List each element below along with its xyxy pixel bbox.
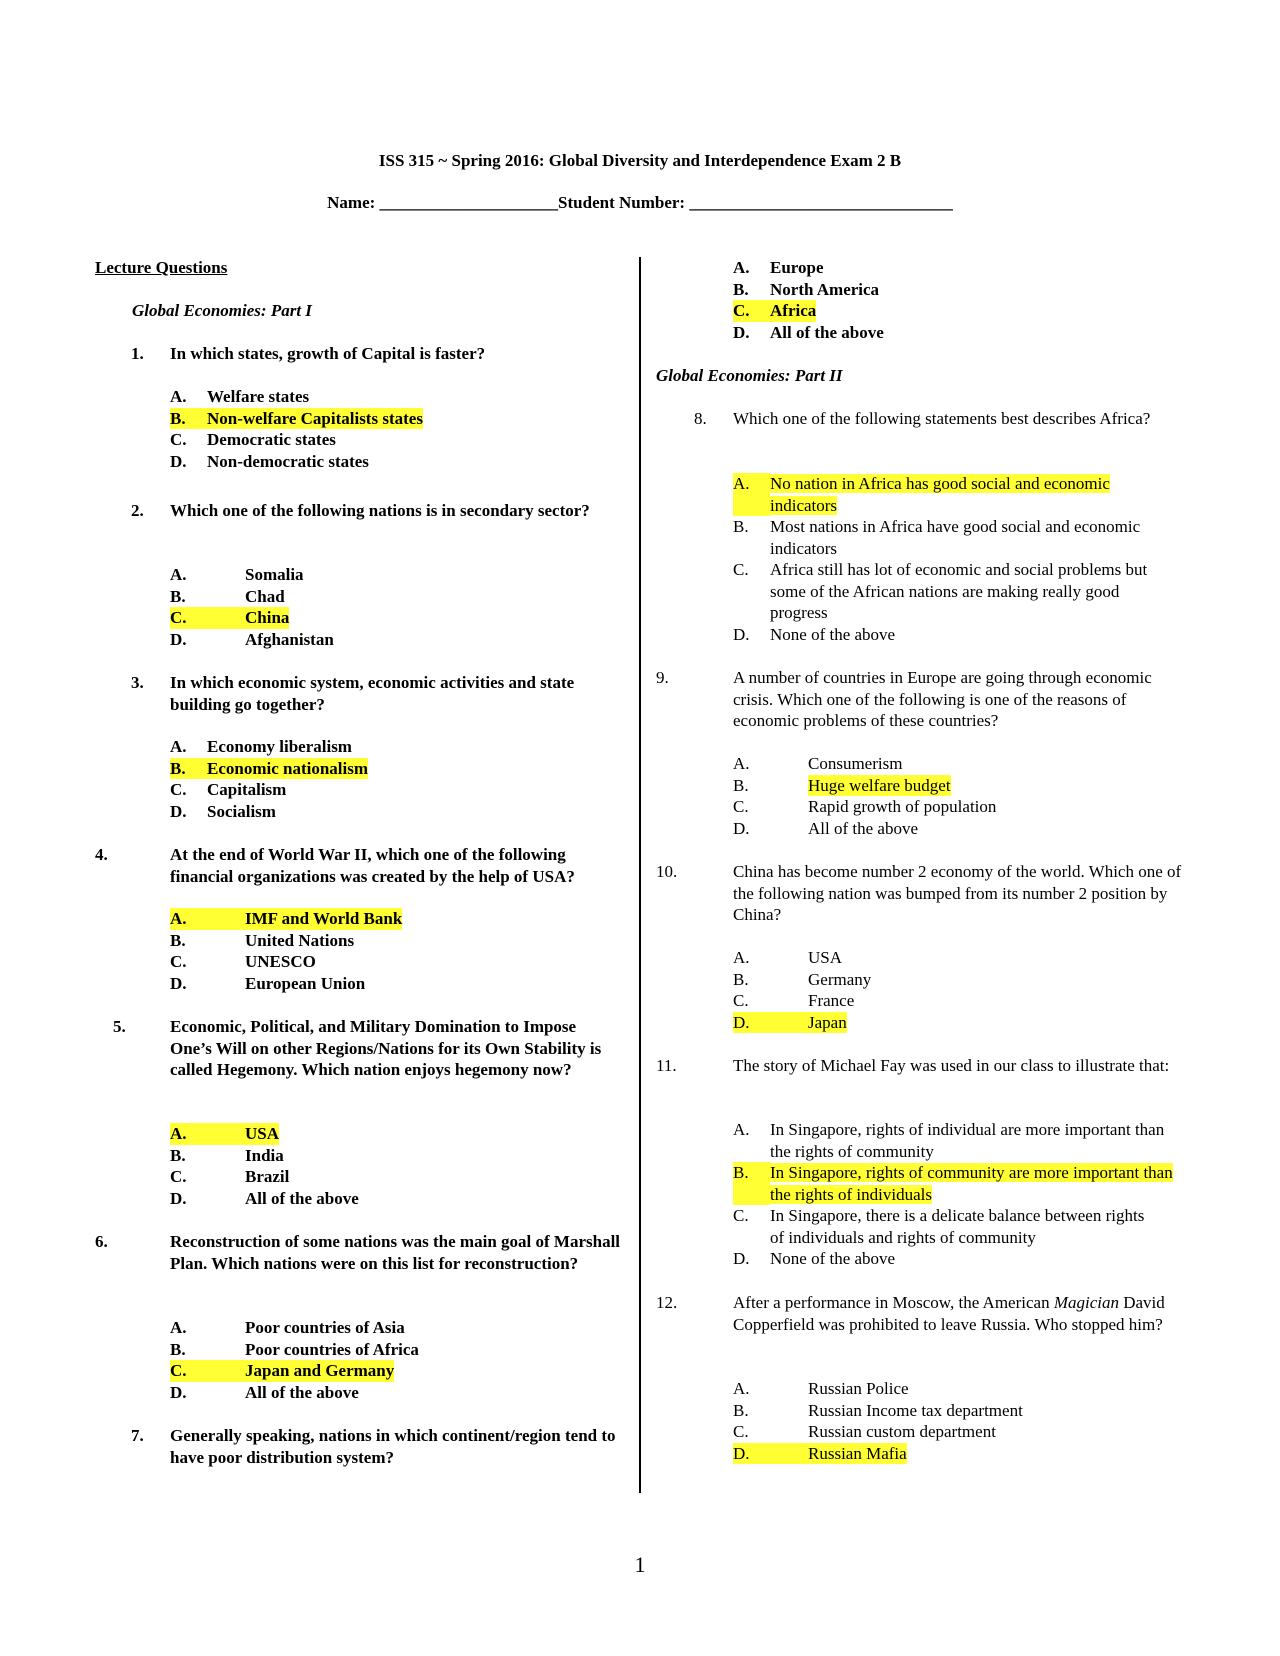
- question-12-number: 12.: [656, 1293, 678, 1312]
- option-text: Capitalism: [207, 780, 287, 799]
- option-row: [733, 559, 1188, 624]
- option-row-answer: [733, 1443, 1023, 1465]
- option-row: [733, 1400, 1023, 1422]
- question-5-options: [170, 1123, 359, 1209]
- option-row-answer: [733, 1162, 1188, 1205]
- option-text: Democratic states: [207, 430, 336, 449]
- subsection-heading-part-2: Global Economies: Part II: [656, 366, 843, 385]
- option-letter: B.: [733, 517, 749, 536]
- exam-title: ISS 315 ~ Spring 2016: Global Diversity and Interdependence Exam 2 B: [378, 151, 902, 170]
- option-letter: A.: [170, 1318, 187, 1337]
- option-row: [170, 386, 423, 408]
- answer-highlight: [170, 758, 368, 780]
- option-text: Africa: [770, 301, 817, 320]
- option-text: In Singapore, there is a delicate balance between rights of individuals and rights of community: [770, 1206, 1145, 1247]
- option-row: [733, 818, 996, 840]
- question-12-text-italic: Magician: [1053, 1293, 1119, 1312]
- question-12-text: [733, 1292, 1183, 1335]
- section-heading: Lecture Questions: [95, 258, 228, 277]
- option-text: Economic nationalism: [207, 758, 369, 778]
- option-row-answer: [170, 1360, 419, 1382]
- option-letter: D.: [733, 818, 750, 838]
- option-letter: C.: [733, 560, 749, 579]
- option-row: [733, 990, 871, 1012]
- option-row-answer: [733, 473, 1188, 516]
- option-text: Somalia: [245, 565, 304, 584]
- option-letter: C.: [733, 1422, 749, 1441]
- option-letter: B.: [733, 279, 749, 299]
- option-letter: B.: [170, 1339, 186, 1359]
- question-9-number: 9.: [656, 668, 669, 687]
- question-9-text: A number of countries in Europe are going through economic crisis. Which one of the following is one of the reasons of economic problems of these countries?: [733, 668, 1152, 730]
- option-text: European Union: [245, 973, 366, 993]
- option-letter: C.: [170, 780, 187, 799]
- page-number: 1: [634, 1552, 646, 1577]
- question-1-text: In which states, growth of Capital is faster?: [170, 344, 486, 363]
- option-text: Economy liberalism: [207, 737, 352, 756]
- option-row: [733, 1119, 1188, 1162]
- option-text: Russian Police: [808, 1379, 909, 1398]
- option-row: [170, 1339, 419, 1361]
- option-letter: C.: [733, 301, 750, 320]
- option-row: [170, 1145, 359, 1167]
- option-letter: C.: [733, 1206, 749, 1225]
- option-row: [170, 564, 334, 586]
- option-text: Poor countries of Africa: [245, 1339, 419, 1359]
- option-text: All of the above: [245, 1188, 359, 1208]
- option-letter: B.: [733, 775, 749, 795]
- option-text: Socialism: [207, 801, 276, 821]
- option-row: [733, 753, 996, 775]
- option-letter: C.: [170, 1167, 187, 1186]
- option-letter: C.: [170, 430, 187, 449]
- option-letter: A.: [170, 1124, 187, 1143]
- question-4-options: [170, 908, 402, 994]
- option-row: [170, 1382, 419, 1404]
- option-text: Non-welfare Capitalists states: [207, 408, 423, 428]
- option-letter: A.: [733, 473, 770, 516]
- option-text: Japan: [808, 1012, 847, 1032]
- option-row: [170, 1317, 419, 1339]
- option-text: None of the above: [770, 1249, 896, 1268]
- option-letter: A.: [733, 1379, 750, 1398]
- question-8-options: [733, 473, 1188, 645]
- option-row-answer: [170, 1123, 359, 1145]
- option-letter: D.: [733, 1249, 750, 1268]
- option-text: [770, 1162, 1188, 1205]
- answer-highlight: [733, 1012, 847, 1034]
- answer-highlight: [733, 300, 816, 322]
- question-7-text: Generally speaking, nations in which continent/region tend to have poor distribution system?: [170, 1426, 616, 1467]
- option-row-answer: [733, 775, 996, 797]
- answer-highlight: [170, 1360, 394, 1382]
- option-row-answer: [170, 908, 402, 930]
- option-text: Most nations in Africa have good social and economic indicators: [770, 517, 1141, 558]
- option-letter: A.: [733, 948, 750, 967]
- option-letter: B.: [170, 930, 186, 950]
- answer-highlight: [733, 1443, 907, 1465]
- question-11-number: 11.: [656, 1056, 677, 1075]
- answer-highlight: Huge welfare budget: [808, 775, 951, 795]
- question-6-number: 6.: [95, 1232, 108, 1251]
- option-text: Russian Income tax department: [808, 1400, 1023, 1420]
- option-text: Afghanistan: [245, 629, 334, 649]
- column-divider: [639, 257, 641, 1493]
- option-row: [733, 947, 871, 969]
- option-letter: D.: [170, 1382, 187, 1402]
- option-text: France: [808, 991, 855, 1010]
- option-row-answer: [170, 408, 423, 430]
- option-text: All of the above: [245, 1382, 359, 1402]
- option-row: [170, 779, 368, 801]
- option-row: [733, 257, 884, 279]
- option-text: India: [245, 1145, 284, 1165]
- option-text: UNESCO: [245, 952, 316, 971]
- subsection-heading-part-1: Global Economies: Part I: [132, 301, 312, 320]
- option-text: United Nations: [245, 930, 355, 950]
- question-5-text: Economic, Political, and Military Domination to Impose One’s Will on other Regions/Nations for its Own Stability is called Hegemony. Which nation enjoys hegemony now?: [170, 1017, 602, 1079]
- option-letter: D.: [170, 629, 187, 649]
- option-letter: C.: [733, 991, 749, 1010]
- option-text: [770, 473, 1170, 516]
- question-10-options: [733, 947, 871, 1033]
- option-letter: B.: [170, 586, 186, 606]
- option-row: [733, 1248, 1188, 1270]
- option-letter: B.: [170, 1145, 186, 1165]
- option-text: Africa still has lot of economic and social problems but some of the African nations are making really good progress: [770, 560, 1148, 622]
- option-text: Europe: [770, 258, 824, 277]
- option-row: [170, 736, 368, 758]
- option-row: [733, 1205, 1188, 1248]
- option-letter: B.: [170, 758, 186, 778]
- question-1-number: 1.: [131, 344, 144, 363]
- question-3-options: [170, 736, 368, 822]
- option-text: Rapid growth of population: [808, 797, 997, 816]
- option-text: Non-democratic states: [207, 451, 369, 471]
- question-10-text: China has become number 2 economy of the world. Which one of the following nation was bumped from its number 2 position by China?: [733, 862, 1182, 924]
- option-text: Russian custom department: [808, 1422, 996, 1441]
- option-letter: B.: [170, 408, 186, 428]
- option-text: USA: [245, 1124, 280, 1143]
- name-student-number-line: Name: _____________________Student Number: _______________________________: [327, 193, 953, 212]
- option-text: Consumerism: [808, 754, 903, 773]
- question-10-number: 10.: [656, 862, 678, 881]
- option-letter: D.: [170, 973, 187, 993]
- option-letter: D.: [733, 1443, 750, 1463]
- question-2-text: Which one of the following nations is in secondary sector?: [170, 501, 590, 520]
- option-row-answer: [733, 300, 884, 322]
- question-6-options: [170, 1317, 419, 1403]
- question-11-options: [733, 1119, 1188, 1270]
- option-text: IMF and World Bank: [245, 909, 403, 928]
- option-row: [170, 973, 402, 995]
- option-letter: A.: [170, 565, 187, 584]
- question-2-options: [170, 564, 334, 650]
- option-letter: B.: [733, 1400, 749, 1420]
- option-text: In Singapore, rights of individual are more important than the rights of community: [770, 1120, 1165, 1161]
- option-letter: D.: [733, 1012, 750, 1032]
- option-letter: B.: [733, 1162, 770, 1205]
- option-text: North America: [770, 279, 880, 299]
- option-row: [733, 279, 884, 301]
- option-letter: A.: [733, 754, 750, 773]
- question-3-number: 3.: [131, 673, 144, 692]
- option-letter: D.: [733, 322, 750, 342]
- question-5-number: 5.: [113, 1017, 126, 1036]
- option-text: None of the above: [770, 624, 896, 644]
- option-row: [170, 429, 423, 451]
- question-4-number: 4.: [95, 845, 108, 864]
- question-7-number: 7.: [131, 1426, 144, 1445]
- question-6-text: Reconstruction of some nations was the main goal of Marshall Plan. Which nations were on this list for reconstruction?: [170, 1232, 621, 1273]
- option-row: [733, 322, 884, 344]
- option-row: [170, 451, 423, 473]
- option-row: [733, 516, 1188, 559]
- option-row: [170, 930, 402, 952]
- option-text: Germany: [808, 969, 872, 989]
- option-text: Welfare states: [207, 387, 310, 406]
- option-letter: B.: [733, 969, 749, 989]
- question-8-number: 8.: [694, 409, 707, 428]
- option-row-answer: [170, 607, 334, 629]
- option-row-answer: [170, 758, 368, 780]
- option-row: [733, 969, 871, 991]
- option-text: Poor countries of Asia: [245, 1318, 405, 1337]
- option-text: Russian Mafia: [808, 1443, 907, 1463]
- answer-highlight: [170, 408, 423, 430]
- option-row: [170, 951, 402, 973]
- question-12-options: [733, 1378, 1023, 1464]
- option-row: [170, 1166, 359, 1188]
- option-letter: A.: [170, 387, 187, 406]
- option-row: [170, 801, 368, 823]
- answer-highlight: [170, 1123, 279, 1145]
- question-1-options: [170, 386, 423, 472]
- option-letter: C.: [733, 797, 749, 816]
- option-letter: A.: [170, 737, 187, 756]
- question-12-text-before: After a performance in Moscow, the American: [733, 1293, 1054, 1312]
- question-8-text: Which one of the following statements best describes Africa?: [733, 409, 1151, 428]
- question-2-number: 2.: [131, 501, 144, 520]
- option-row: [170, 586, 334, 608]
- option-letter: C.: [170, 952, 187, 971]
- answer-highlight: No nation in Africa has good social and economic indicators: [770, 474, 1110, 515]
- option-row: [733, 624, 1188, 646]
- option-row: [733, 1378, 1023, 1400]
- option-text: USA: [808, 948, 843, 967]
- option-row: [170, 629, 334, 651]
- option-row: [733, 796, 996, 818]
- option-letter: D.: [170, 451, 187, 471]
- option-letter: A.: [733, 258, 750, 277]
- option-text: Brazil: [245, 1167, 290, 1186]
- question-4-text: At the end of World War II, which one of the following financial organizations was created by the help of USA?: [170, 845, 575, 886]
- option-letter: A.: [170, 909, 187, 928]
- answer-highlight: [170, 607, 289, 629]
- option-row: [170, 1188, 359, 1210]
- answer-highlight: In Singapore, rights of community are more important than the rights of individuals: [770, 1163, 1173, 1204]
- option-letter: A.: [733, 1120, 750, 1139]
- answer-highlight: [170, 908, 402, 930]
- option-letter: D.: [170, 1188, 187, 1208]
- question-11-text: The story of Michael Fay was used in our class to illustrate that:: [733, 1056, 1170, 1075]
- option-row-answer: [733, 1012, 871, 1034]
- option-row: [733, 1421, 1023, 1443]
- question-7-options: [733, 257, 884, 343]
- option-letter: C.: [170, 1361, 187, 1380]
- option-letter: D.: [733, 624, 750, 644]
- option-text: Chad: [245, 586, 285, 606]
- option-letter: C.: [170, 608, 187, 627]
- option-text: All of the above: [770, 322, 884, 342]
- option-letter: D.: [170, 801, 187, 821]
- question-12-text-after: David Copperfield was prohibited to leave Russia. Who stopped him?: [733, 1293, 1165, 1334]
- question-9-options: [733, 753, 996, 839]
- option-text: China: [245, 608, 290, 627]
- question-3-text: In which economic system, economic activities and state building go together?: [170, 673, 575, 714]
- option-text: Japan and Germany: [245, 1361, 395, 1380]
- option-text: All of the above: [808, 818, 918, 838]
